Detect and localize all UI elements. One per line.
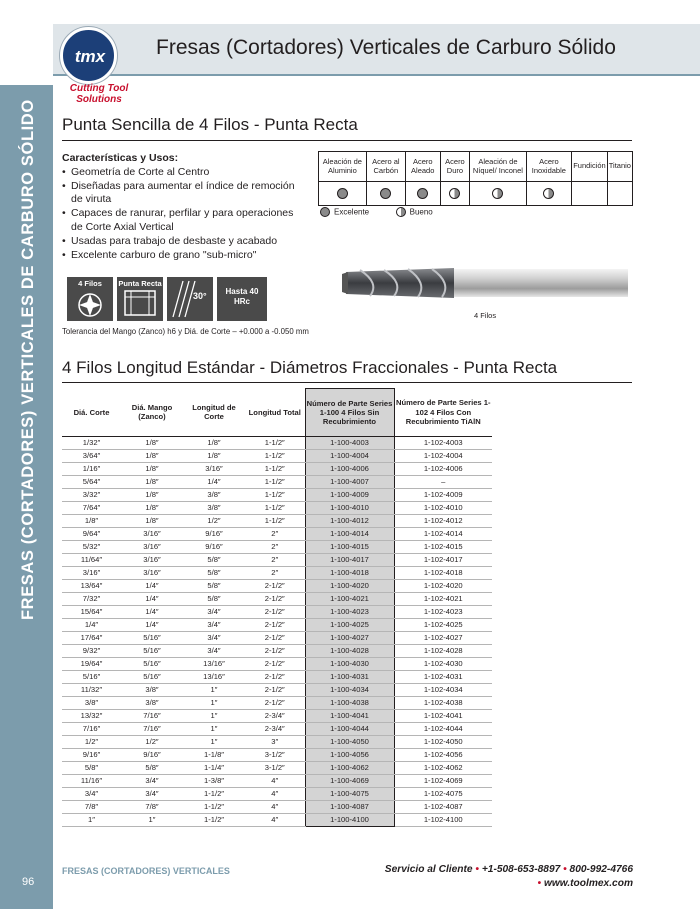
- cell-part-uncoated: 1-100-4050: [305, 736, 394, 749]
- table-row: [62, 515, 492, 528]
- col-header-part-coated: Número de Parte Series 1-102 4 Filos Con Recubrimiento TiAlN: [394, 389, 492, 437]
- cell-length-of-cut: 3/16″: [183, 463, 245, 476]
- cell-shank-diameter: 3/4″: [121, 775, 183, 788]
- cell-length-of-cut: 3/4″: [183, 645, 245, 658]
- cell-part-uncoated: 1-100-4018: [305, 567, 394, 580]
- cell-overall-length: 3-1/2″: [245, 762, 305, 775]
- cell-part-coated: 1-102-4030: [394, 658, 492, 671]
- feature-item: • Excelente carburo de grano "sub-micro": [62, 249, 307, 263]
- material-rating-row: [319, 182, 633, 206]
- table-row: [62, 710, 492, 723]
- col-header-shank-diameter: Diá. Mango (Zanco): [121, 389, 183, 437]
- rating-cell: [405, 182, 440, 206]
- cell-length-of-cut: 3/4″: [183, 632, 245, 645]
- cell-cut-diameter: 1/32″: [62, 437, 121, 450]
- cell-overall-length: 2-1/2″: [245, 658, 305, 671]
- good-rating-icon: [543, 188, 554, 199]
- excellent-rating-icon: [380, 188, 391, 199]
- excellent-rating-icon: [417, 188, 428, 199]
- badge-helix-angle: [167, 277, 213, 321]
- square-end-icon: [117, 277, 163, 321]
- cell-cut-diameter: 3/4″: [62, 788, 121, 801]
- table-row: [62, 463, 492, 476]
- cell-part-uncoated: 1-100-4056: [305, 749, 394, 762]
- cell-shank-diameter: 5/16″: [121, 658, 183, 671]
- cell-length-of-cut: 5/8″: [183, 567, 245, 580]
- table-header-row: [62, 389, 492, 437]
- material-header: Acero al Carbón: [366, 152, 405, 182]
- table-row: [62, 619, 492, 632]
- footer-bullet: •: [475, 864, 479, 875]
- cell-overall-length: 1-1/2″: [245, 450, 305, 463]
- rating-legend: [320, 207, 433, 217]
- section2-title: 4 Filos Longitud Estándar - Diámetros Fraccionales - Punta Recta: [62, 358, 558, 377]
- footer-bullet: •: [537, 878, 542, 889]
- table-row: [62, 671, 492, 684]
- table-row: [62, 749, 492, 762]
- table-row: [62, 788, 492, 801]
- cell-part-coated: 1-102-4034: [394, 684, 492, 697]
- part-number-table: [62, 388, 492, 827]
- cell-part-uncoated: 1-100-4044: [305, 723, 394, 736]
- section1-rule: [62, 140, 632, 141]
- cell-overall-length: 1-1/2″: [245, 489, 305, 502]
- cell-length-of-cut: 1-1/8″: [183, 749, 245, 762]
- cell-cut-diameter: 11/64″: [62, 554, 121, 567]
- sidebar-top-spacer: [0, 0, 53, 85]
- cell-part-uncoated: 1-100-4004: [305, 450, 394, 463]
- cell-overall-length: 1-1/2″: [245, 476, 305, 489]
- four-flute-icon: [67, 277, 113, 321]
- material-header: Titanio: [607, 152, 632, 182]
- cell-length-of-cut: 3/4″: [183, 606, 245, 619]
- cell-part-coated: 1-102-4069: [394, 775, 492, 788]
- cell-shank-diameter: 1/4″: [121, 593, 183, 606]
- cell-part-uncoated: 1-100-4021: [305, 593, 394, 606]
- cell-shank-diameter: 3/4″: [121, 788, 183, 801]
- badge-hardness: [217, 277, 267, 321]
- cell-cut-diameter: 3/32″: [62, 489, 121, 502]
- cell-part-coated: 1-102-4006: [394, 463, 492, 476]
- feature-badges: [67, 277, 267, 321]
- rating-cell: [440, 182, 470, 206]
- table-row: [62, 541, 492, 554]
- cell-part-coated: 1-102-4031: [394, 671, 492, 684]
- cell-cut-diameter: 5/32″: [62, 541, 121, 554]
- cell-part-uncoated: 1-100-4087: [305, 801, 394, 814]
- cell-part-uncoated: 1-100-4100: [305, 814, 394, 827]
- excellent-rating-icon: [337, 188, 348, 199]
- table-row: [62, 814, 492, 827]
- cell-cut-diameter: 1/2″: [62, 736, 121, 749]
- cell-length-of-cut: 3/4″: [183, 619, 245, 632]
- cell-part-coated: 1-102-4014: [394, 528, 492, 541]
- table-row: [62, 697, 492, 710]
- table-row: [62, 554, 492, 567]
- cell-cut-diameter: 11/16″: [62, 775, 121, 788]
- cell-shank-diameter: 1/8″: [121, 450, 183, 463]
- cell-overall-length: 1-1/2″: [245, 463, 305, 476]
- cell-cut-diameter: 7/64″: [62, 502, 121, 515]
- cell-part-uncoated: 1-100-4017: [305, 554, 394, 567]
- good-rating-icon: [492, 188, 503, 199]
- cell-cut-diameter: 15/64″: [62, 606, 121, 619]
- cell-length-of-cut: 1/8″: [183, 450, 245, 463]
- cell-shank-diameter: 5/8″: [121, 762, 183, 775]
- cell-overall-length: 2-1/2″: [245, 671, 305, 684]
- material-table: [318, 151, 633, 206]
- badge-label: 4 Filos: [78, 279, 102, 288]
- table-row: [62, 476, 492, 489]
- cell-overall-length: 2-1/2″: [245, 593, 305, 606]
- cell-part-uncoated: 1-100-4014: [305, 528, 394, 541]
- cell-part-coated: 1-102-4056: [394, 749, 492, 762]
- cell-overall-length: 2-1/2″: [245, 606, 305, 619]
- footer-contact: [385, 864, 633, 875]
- cell-part-uncoated: 1-100-4041: [305, 710, 394, 723]
- cell-shank-diameter: 1/4″: [121, 580, 183, 593]
- cell-length-of-cut: 1-1/2″: [183, 801, 245, 814]
- cell-cut-diameter: 13/32″: [62, 710, 121, 723]
- cell-cut-diameter: 9/32″: [62, 645, 121, 658]
- cell-part-coated: 1-102-4021: [394, 593, 492, 606]
- cell-part-coated: 1-102-4038: [394, 697, 492, 710]
- footer-phone2: 800-992-4766: [569, 864, 633, 875]
- feature-item: • Diseñadas para aumentar el índice de remoción de viruta: [62, 180, 307, 208]
- table-row: [62, 736, 492, 749]
- cell-part-coated: 1-102-4100: [394, 814, 492, 827]
- features-heading: Características y Usos:: [62, 152, 179, 164]
- cell-length-of-cut: 13/16″: [183, 658, 245, 671]
- cell-part-uncoated: 1-100-4023: [305, 606, 394, 619]
- cell-overall-length: 2-1/2″: [245, 697, 305, 710]
- cell-overall-length: 2-3/4″: [245, 723, 305, 736]
- cell-shank-diameter: 5/16″: [121, 632, 183, 645]
- material-header: Acero Duro: [440, 152, 470, 182]
- cell-shank-diameter: 3/16″: [121, 554, 183, 567]
- cell-part-uncoated: 1-100-4015: [305, 541, 394, 554]
- cell-shank-diameter: 1/4″: [121, 619, 183, 632]
- cell-overall-length: 2″: [245, 541, 305, 554]
- cell-shank-diameter: 1/4″: [121, 606, 183, 619]
- page-number: 96: [22, 876, 35, 888]
- cell-shank-diameter: 7/8″: [121, 801, 183, 814]
- cell-part-coated: 1-102-4075: [394, 788, 492, 801]
- cell-part-coated: 1-102-4027: [394, 632, 492, 645]
- cell-overall-length: 2-1/2″: [245, 684, 305, 697]
- cell-length-of-cut: 1-1/4″: [183, 762, 245, 775]
- footer-phone1: +1-508-653-8897: [481, 864, 561, 875]
- cell-shank-diameter: 5/16″: [121, 645, 183, 658]
- cell-shank-diameter: 3/16″: [121, 541, 183, 554]
- cell-overall-length: 2-1/2″: [245, 619, 305, 632]
- cell-length-of-cut: 9/16″: [183, 528, 245, 541]
- rating-cell: [526, 182, 572, 206]
- cell-overall-length: 2-1/2″: [245, 580, 305, 593]
- cell-length-of-cut: 1″: [183, 736, 245, 749]
- tool-caption: 4 Filos: [474, 311, 497, 320]
- cell-shank-diameter: 7/16″: [121, 710, 183, 723]
- cell-shank-diameter: 1″: [121, 814, 183, 827]
- cell-length-of-cut: 1″: [183, 723, 245, 736]
- col-header-cut-diameter: Diá. Corte: [62, 389, 121, 437]
- rating-cell: [366, 182, 405, 206]
- cell-cut-diameter: 7/32″: [62, 593, 121, 606]
- col-header-overall-length: Longitud Total: [245, 389, 305, 437]
- features-list: [62, 166, 307, 263]
- table-row: [62, 801, 492, 814]
- end-mill-image: [340, 258, 630, 308]
- cell-overall-length: 4″: [245, 801, 305, 814]
- cell-length-of-cut: 1/2″: [183, 515, 245, 528]
- cell-part-uncoated: 1-100-4003: [305, 437, 394, 450]
- feature-item: • Geometría de Corte al Centro: [62, 166, 307, 180]
- rating-cell: [607, 182, 632, 206]
- table-row: [62, 762, 492, 775]
- cell-part-uncoated: 1-100-4007: [305, 476, 394, 489]
- cell-overall-length: 4″: [245, 814, 305, 827]
- cell-part-uncoated: 1-100-4034: [305, 684, 394, 697]
- cell-part-uncoated: 1-100-4009: [305, 489, 394, 502]
- cell-overall-length: 2″: [245, 554, 305, 567]
- cell-cut-diameter: 5/16″: [62, 671, 121, 684]
- tmx-logo: [60, 27, 117, 84]
- logo-text: tmx: [74, 47, 106, 66]
- rating-cell: [470, 182, 526, 206]
- material-header: Acero Aleado: [405, 152, 440, 182]
- material-header: Fundición: [572, 152, 608, 182]
- cell-part-coated: 1-102-4050: [394, 736, 492, 749]
- footer-website[interactable]: www.toolmex.com: [543, 878, 633, 889]
- table-row: [62, 645, 492, 658]
- cell-part-uncoated: 1-100-4038: [305, 697, 394, 710]
- cell-part-coated: 1-102-4004: [394, 450, 492, 463]
- cell-overall-length: 3-1/2″: [245, 749, 305, 762]
- cell-overall-length: 3″: [245, 736, 305, 749]
- table-row: [62, 658, 492, 671]
- hardness-label: Hasta 40 HRc: [225, 287, 259, 306]
- cell-cut-diameter: 9/16″: [62, 749, 121, 762]
- footer-service-label: Servicio al Cliente: [384, 864, 473, 875]
- feature-item: • Usadas para trabajo de desbaste y acabado: [62, 235, 307, 249]
- cell-cut-diameter: 1/16″: [62, 463, 121, 476]
- cell-cut-diameter: 3/8″: [62, 697, 121, 710]
- cell-part-uncoated: 1-100-4075: [305, 788, 394, 801]
- cell-shank-diameter: 3/16″: [121, 528, 183, 541]
- cell-cut-diameter: 1″: [62, 814, 121, 827]
- legend-good: Bueno: [409, 207, 433, 217]
- cell-part-coated: 1-102-4017: [394, 554, 492, 567]
- cell-part-coated: –: [394, 476, 492, 489]
- cell-shank-diameter: 1/8″: [121, 515, 183, 528]
- material-header: Aleación de Aluminio: [319, 152, 367, 182]
- features-block: [62, 152, 307, 262]
- cell-length-of-cut: 1″: [183, 710, 245, 723]
- cell-shank-diameter: 7/16″: [121, 723, 183, 736]
- table-row: [62, 593, 492, 606]
- cell-cut-diameter: 19/64″: [62, 658, 121, 671]
- table-row: [62, 632, 492, 645]
- cell-part-uncoated: 1-100-4025: [305, 619, 394, 632]
- cell-part-uncoated: 1-100-4020: [305, 580, 394, 593]
- cell-part-coated: 1-102-4025: [394, 619, 492, 632]
- rating-cell: [572, 182, 608, 206]
- table-row: [62, 580, 492, 593]
- cell-length-of-cut: 9/16″: [183, 541, 245, 554]
- cell-shank-diameter: 3/8″: [121, 684, 183, 697]
- good-rating-icon: [449, 188, 460, 199]
- col-header-part-uncoated: Número de Parte Series 1-100 4 Filos Sin Recubrimiento: [305, 389, 394, 437]
- footer-web: [538, 878, 633, 889]
- cell-length-of-cut: 5/8″: [183, 593, 245, 606]
- table-row: [62, 450, 492, 463]
- table-row: [62, 489, 492, 502]
- cell-part-coated: 1-102-4023: [394, 606, 492, 619]
- cell-length-of-cut: 5/8″: [183, 580, 245, 593]
- feature-item: • Capaces de ranurar, perfilar y para operaciones de Corte Axial Vertical: [62, 207, 307, 235]
- good-icon: [396, 207, 406, 217]
- cell-part-coated: 1-102-4028: [394, 645, 492, 658]
- cell-length-of-cut: 3/8″: [183, 489, 245, 502]
- cell-cut-diameter: 1/8″: [62, 515, 121, 528]
- cell-part-coated: 1-102-4018: [394, 567, 492, 580]
- table-row: [62, 723, 492, 736]
- table-row: [62, 528, 492, 541]
- cell-part-coated: 1-102-4062: [394, 762, 492, 775]
- cell-cut-diameter: 7/16″: [62, 723, 121, 736]
- cell-part-uncoated: 1-100-4006: [305, 463, 394, 476]
- cell-length-of-cut: 1-1/2″: [183, 814, 245, 827]
- material-header: Aleación de Níquel/ Inconel: [470, 152, 526, 182]
- badge-4-flutes: [67, 277, 113, 321]
- cell-overall-length: 1-1/2″: [245, 515, 305, 528]
- excellent-icon: [320, 207, 330, 217]
- cell-part-uncoated: 1-100-4069: [305, 775, 394, 788]
- page-title: Fresas (Cortadores) Verticales de Carburo Sólido: [156, 36, 616, 59]
- section2-rule: [62, 382, 632, 383]
- cell-shank-diameter: 3/16″: [121, 567, 183, 580]
- cell-cut-diameter: 13/64″: [62, 580, 121, 593]
- cell-length-of-cut: 3/8″: [183, 502, 245, 515]
- cell-cut-diameter: 5/64″: [62, 476, 121, 489]
- sidebar-vertical-title-box: [8, 99, 48, 620]
- cell-part-coated: 1-102-4044: [394, 723, 492, 736]
- table-row: [62, 775, 492, 788]
- cell-overall-length: 1-1/2″: [245, 502, 305, 515]
- cell-cut-diameter: 3/64″: [62, 450, 121, 463]
- cell-length-of-cut: 13/16″: [183, 671, 245, 684]
- cell-length-of-cut: 5/8″: [183, 554, 245, 567]
- cell-shank-diameter: 1/8″: [121, 437, 183, 450]
- cell-overall-length: 4″: [245, 775, 305, 788]
- cell-shank-diameter: 1/2″: [121, 736, 183, 749]
- logo-tagline: Cutting Tool Solutions: [69, 83, 129, 105]
- table-row: [62, 567, 492, 580]
- cell-part-coated: 1-102-4003: [394, 437, 492, 450]
- cell-part-uncoated: 1-100-4027: [305, 632, 394, 645]
- badge-label: Punta Recta: [118, 279, 162, 288]
- tolerance-note: Tolerancia del Mango (Zanco) h6 y Diá. de Corte – +0.000 a -0.050 mm: [62, 327, 309, 336]
- cell-part-coated: 1-102-4087: [394, 801, 492, 814]
- cell-part-coated: 1-102-4015: [394, 541, 492, 554]
- cell-part-coated: 1-102-4041: [394, 710, 492, 723]
- cell-part-uncoated: 1-100-4030: [305, 658, 394, 671]
- cell-part-uncoated: 1-100-4010: [305, 502, 394, 515]
- cell-cut-diameter: 1/4″: [62, 619, 121, 632]
- cell-overall-length: 2-3/4″: [245, 710, 305, 723]
- sidebar-vertical-title: FRESAS (CORTADORES) VERTICALES DE CARBURO SÓLIDO: [19, 99, 37, 620]
- cell-overall-length: 2-1/2″: [245, 632, 305, 645]
- cell-cut-diameter: 11/32″: [62, 684, 121, 697]
- cell-cut-diameter: 17/64″: [62, 632, 121, 645]
- cell-shank-diameter: 1/8″: [121, 463, 183, 476]
- table-row: [62, 502, 492, 515]
- cell-shank-diameter: 1/8″: [121, 489, 183, 502]
- cell-overall-length: 1-1/2″: [245, 437, 305, 450]
- cell-part-uncoated: 1-100-4028: [305, 645, 394, 658]
- table-row: [62, 437, 492, 450]
- cell-overall-length: 2″: [245, 567, 305, 580]
- cell-part-uncoated: 1-100-4031: [305, 671, 394, 684]
- cell-part-coated: 1-102-4009: [394, 489, 492, 502]
- cell-length-of-cut: 1-3/8″: [183, 775, 245, 788]
- material-header-row: [319, 152, 633, 182]
- cell-shank-diameter: 3/8″: [121, 697, 183, 710]
- cell-part-coated: 1-102-4010: [394, 502, 492, 515]
- cell-length-of-cut: 1/4″: [183, 476, 245, 489]
- cell-part-coated: 1-102-4020: [394, 580, 492, 593]
- footer-bullet: •: [563, 864, 567, 875]
- cell-shank-diameter: 5/16″: [121, 671, 183, 684]
- cell-shank-diameter: 1/8″: [121, 502, 183, 515]
- section1-title: Punta Sencilla de 4 Filos - Punta Recta: [62, 115, 358, 134]
- cell-cut-diameter: 3/16″: [62, 567, 121, 580]
- col-header-length-of-cut: Longitud de Corte: [183, 389, 245, 437]
- cell-cut-diameter: 5/8″: [62, 762, 121, 775]
- cell-part-uncoated: 1-100-4062: [305, 762, 394, 775]
- cell-shank-diameter: 9/16″: [121, 749, 183, 762]
- cell-cut-diameter: 7/8″: [62, 801, 121, 814]
- cell-overall-length: 2″: [245, 528, 305, 541]
- cell-overall-length: 4″: [245, 788, 305, 801]
- cell-overall-length: 2-1/2″: [245, 645, 305, 658]
- cell-part-uncoated: 1-100-4012: [305, 515, 394, 528]
- cell-shank-diameter: 1/8″: [121, 476, 183, 489]
- table-body: [62, 437, 492, 827]
- cell-length-of-cut: 1″: [183, 684, 245, 697]
- cell-part-coated: 1-102-4012: [394, 515, 492, 528]
- footer-section-label: FRESAS (CORTADORES) VERTICALES: [62, 866, 230, 876]
- helix-angle-label: 30°: [193, 291, 207, 301]
- material-header: Acero Inoxidable: [526, 152, 572, 182]
- cell-length-of-cut: 1/8″: [183, 437, 245, 450]
- cell-length-of-cut: 1-1/2″: [183, 788, 245, 801]
- table-row: [62, 684, 492, 697]
- badge-square-end: [117, 277, 163, 321]
- cell-length-of-cut: 1″: [183, 697, 245, 710]
- cell-cut-diameter: 9/64″: [62, 528, 121, 541]
- legend-excellent: Excelente: [334, 207, 370, 217]
- rating-cell: [319, 182, 367, 206]
- table-row: [62, 606, 492, 619]
